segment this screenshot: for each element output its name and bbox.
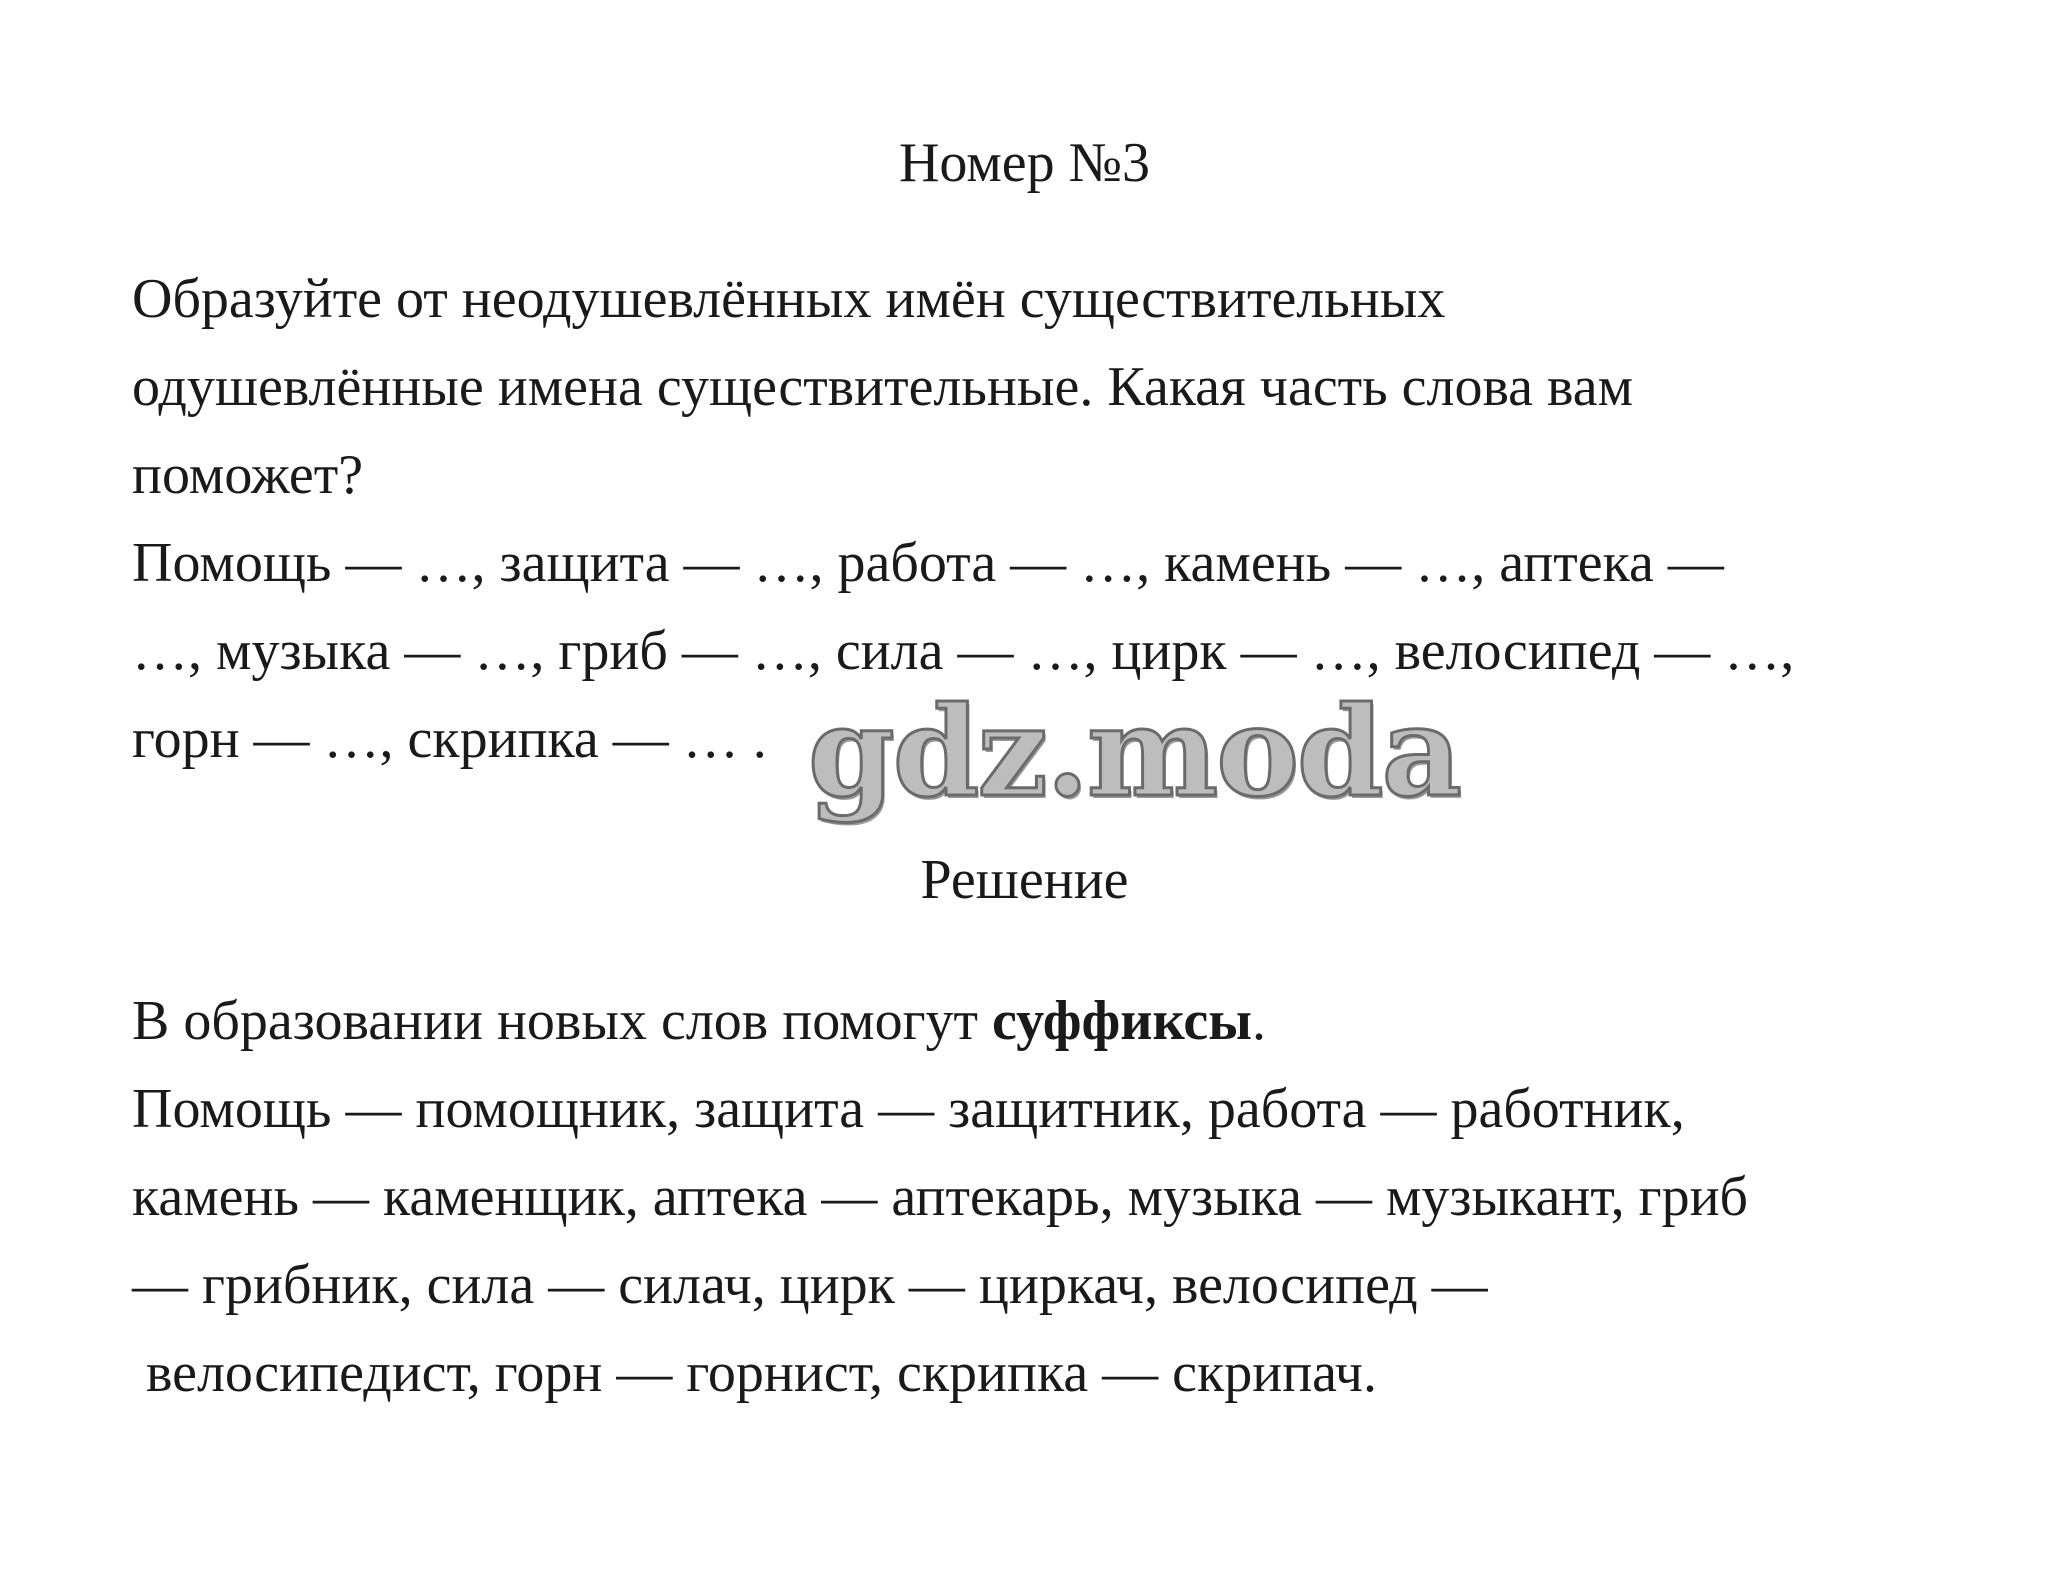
solution-title: Решение (920, 849, 1129, 911)
task-line: одушевлённые имена существительные. Какая часть слова вам (132, 356, 1634, 418)
solution-line: камень — каменщик, аптека — аптекарь, музыка — музыкант, гриб (132, 1166, 1749, 1228)
solution-text (132, 977, 1952, 1417)
task-line: Помощь — …, защита — …, работа — …, камень — …, аптека — (132, 532, 1724, 594)
solution-intro-line (132, 977, 1952, 1065)
watermark-logo: gdz.moda (808, 680, 1460, 825)
solution-intro-bold: суффиксы (992, 990, 1252, 1052)
solution-line: — грибник, сила — силач, цирк — циркач, велосипед — (132, 1254, 1488, 1316)
task-line: …, музыка — …, гриб — …, сила — …, цирк — …, велосипед — …, (132, 620, 1795, 682)
solution-intro-text: В образовании новых слов помогут (132, 990, 993, 1052)
task-title: Номер №3 (898, 132, 1151, 194)
task-line: поможет? (132, 444, 364, 506)
task-line: Образуйте от неодушевлённых имён существительных (132, 268, 1446, 330)
solution-line: велосипедист, горн — горнист, скрипка — скрипач. (146, 1342, 1377, 1404)
solution-line: Помощь — помощник, защита — защитник, работа — работник, (132, 1078, 1685, 1140)
task-line: горн — …, скрипка — … . (132, 708, 767, 770)
solution-intro-end: . (1251, 990, 1266, 1052)
